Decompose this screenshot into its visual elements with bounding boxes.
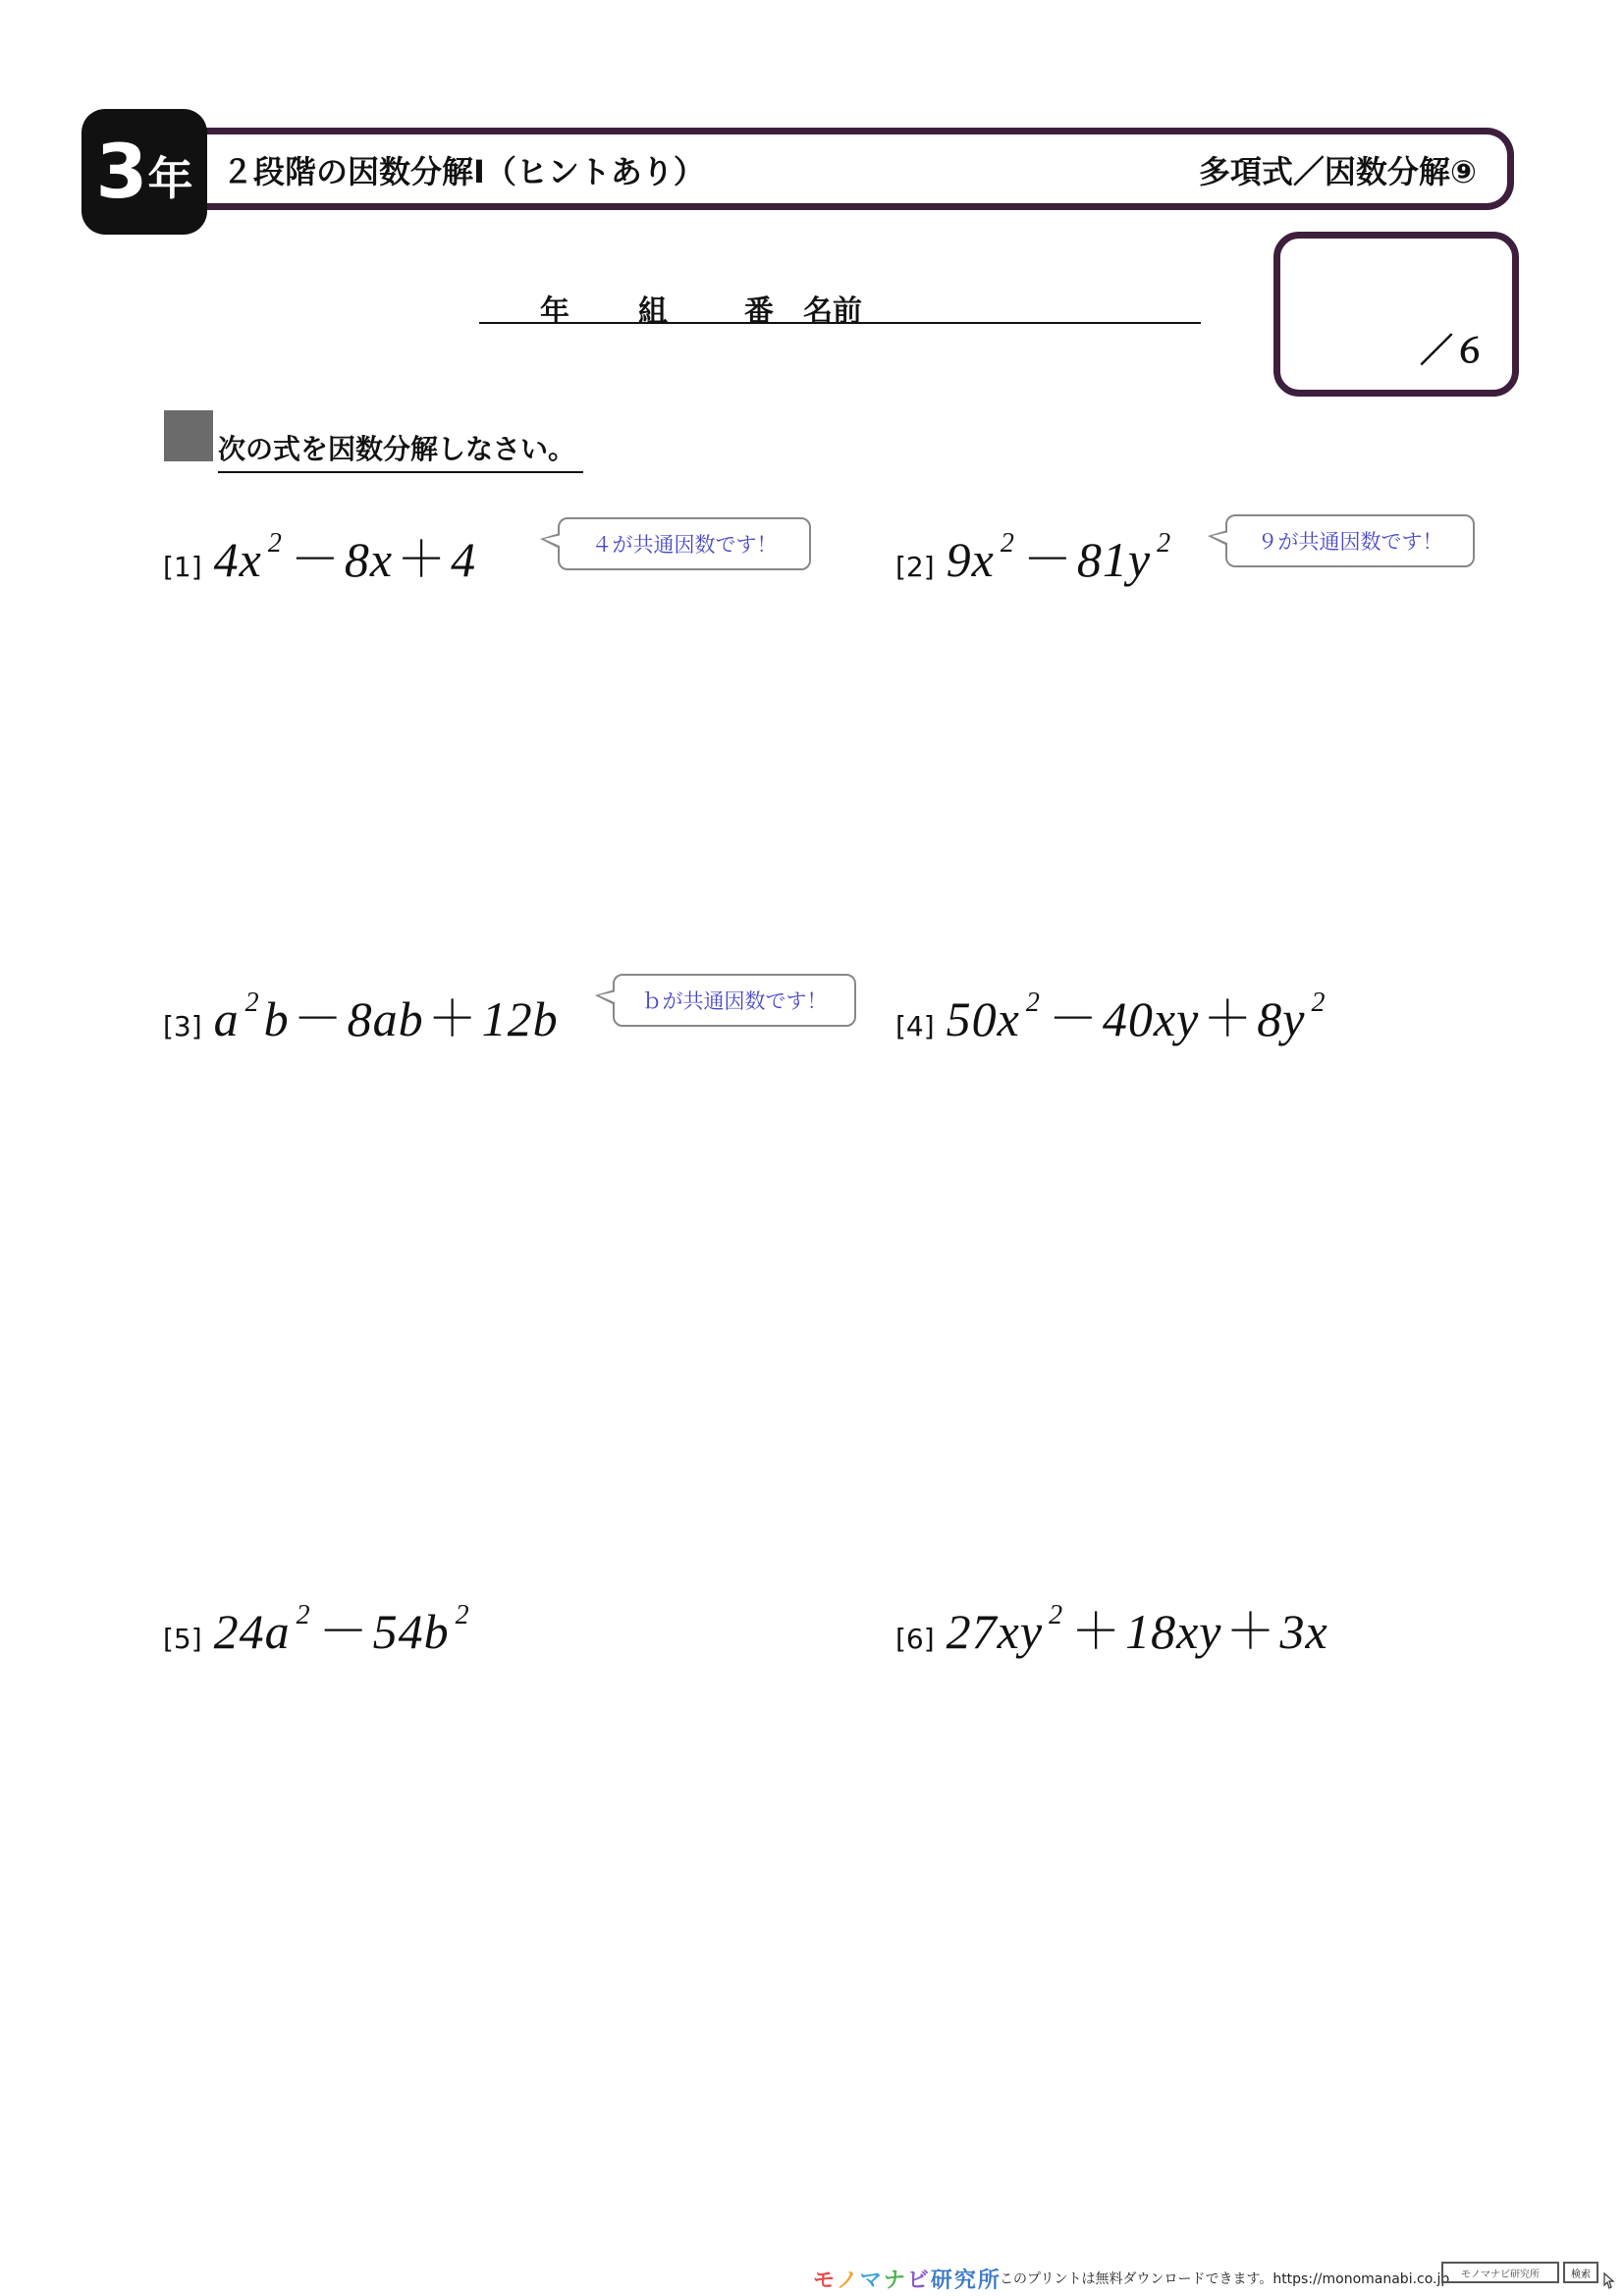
problem-expression: a $^2$b－8ab＋12b: [213, 988, 559, 1046]
search-button[interactable]: 検索: [1563, 2262, 1598, 2283]
grade-badge: [81, 109, 207, 235]
problem-5: [163, 1592, 474, 1663]
hint-bubble: ４が共通因数です！: [558, 517, 811, 570]
name-label: 名前: [803, 294, 862, 329]
hint-bubble: ｂが共通因数です！: [613, 974, 856, 1027]
cursor-icon: [1600, 2271, 1616, 2293]
grade-unit: 年: [147, 152, 193, 205]
footer-text: このプリントは無料ダウンロードできます。https://monomanabi.co.jp: [1000, 2271, 1450, 2287]
instruction-marker: [164, 410, 213, 461]
problem-number: [5]: [163, 1623, 202, 1655]
year-label: 年: [540, 294, 569, 329]
problem-number: [3]: [163, 1010, 202, 1042]
problem-2: [895, 520, 1175, 591]
problem-number: [1]: [163, 551, 202, 583]
score-box[interactable]: [1273, 232, 1519, 397]
problem-expression: 24a $^2$ －54b $^2$: [213, 1600, 470, 1659]
brand-logo: モノマナビ研究所: [813, 2269, 1001, 2293]
problem-expression: 4x $^2$ －8x＋4: [213, 528, 477, 587]
problem-number: [2]: [895, 551, 935, 583]
class-label: 組: [638, 294, 668, 329]
hint-bubble: ９が共通因数です！: [1225, 514, 1475, 567]
problem-expression: 9x $^2$ －81y $^2$: [946, 528, 1172, 587]
worksheet-title: ２段階の因数分解Ⅰ（ヒントあり）: [222, 153, 705, 190]
instruction: 次の式を因数分解しなさい。: [218, 428, 583, 473]
grade-number: 3: [95, 128, 146, 215]
unit-label: 多項式／因数分解⑨: [1198, 153, 1477, 190]
problem-number: [6]: [895, 1623, 935, 1655]
problem-3: [163, 980, 559, 1050]
number-label: 番: [744, 294, 774, 329]
student-info-line[interactable]: [479, 287, 1201, 329]
problem-number: [4]: [895, 1010, 935, 1042]
score-total: ／６: [1420, 332, 1487, 371]
search-input[interactable]: モノマナビ研究所: [1441, 2262, 1559, 2283]
problem-6: [895, 1592, 1328, 1663]
problem-expression: 50x $^2$ －40xy＋8y $^2$: [946, 988, 1326, 1046]
problem-1: [163, 520, 476, 591]
problem-4: [895, 980, 1329, 1050]
problem-expression: 27xy $^2$ ＋18xy＋3x: [946, 1600, 1328, 1659]
